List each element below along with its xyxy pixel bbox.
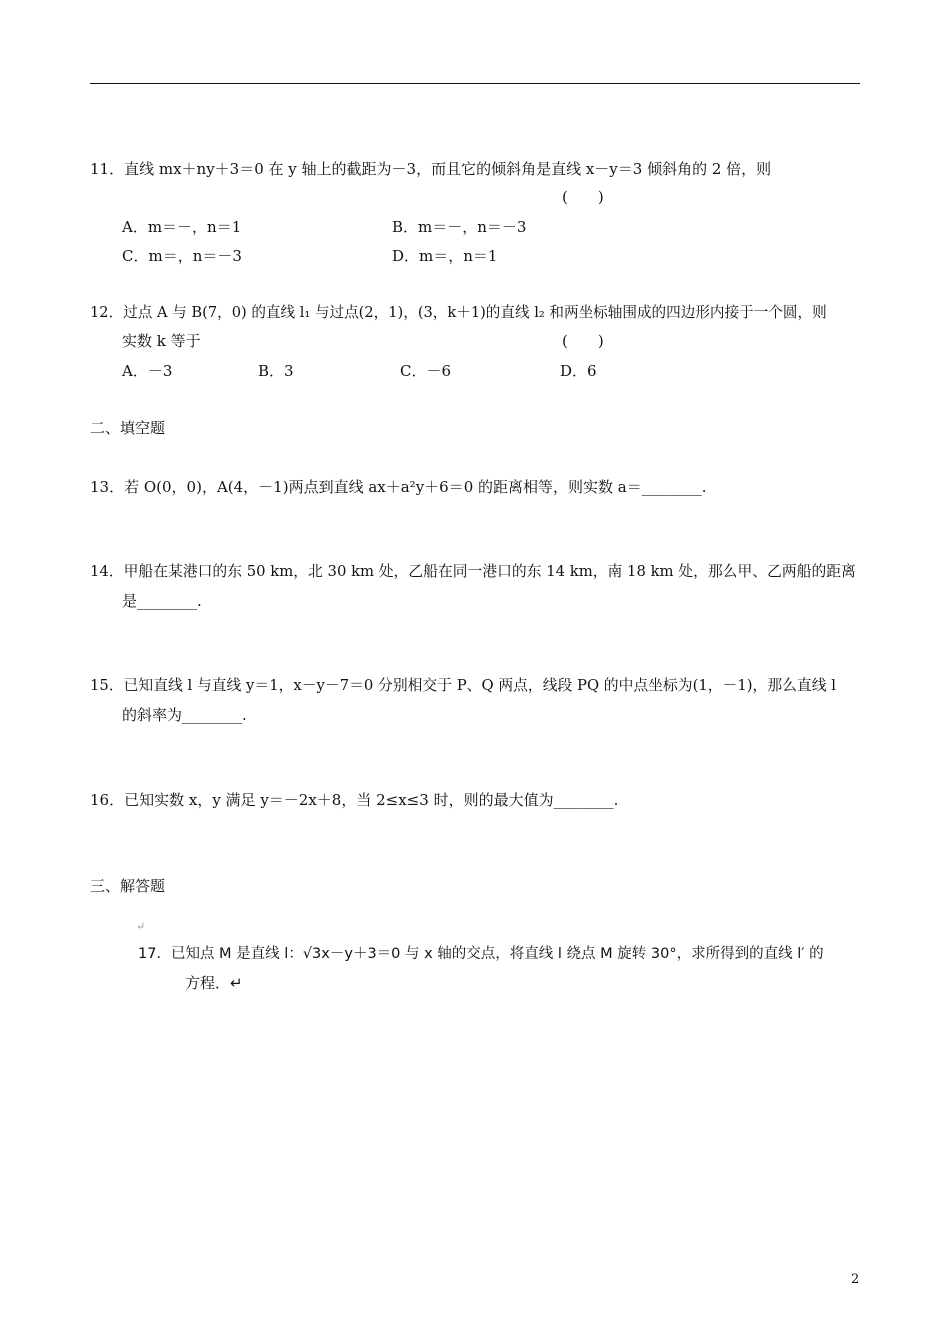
q16: 16．已知实数 x，y 满足 y＝－2x＋8，当 2≤x≤3 时，则的最大值为________. bbox=[90, 791, 619, 809]
q14-line1: 14．甲船在某港口的东 50 km，北 30 km 处，乙船在同一港口的东 14 km，南 18 km 处，那么甲、乙两船的距离 bbox=[90, 563, 856, 580]
q15-line1: 15．已知直线 l 与直线 y＝1，x－y－7＝0 分别相交于 P、Q 两点，线段 PQ 的中点坐标为(1，－1)，那么直线 l bbox=[90, 677, 836, 694]
q11-answer-paren: ( ) bbox=[562, 188, 604, 206]
q17-line1: 17．已知点 M 是直线 l：√3x－y＋3＝0 与 x 轴的交点，将直线 l 绕点 M 旋转 30°，求所得到的直线 l′ 的 bbox=[138, 946, 824, 962]
q11-stem: 11．直线 mx＋ny＋3＝0 在 y 轴上的截距为－3，而且它的倾斜角是直线 x－y＝3 倾斜角的 2 倍，则 bbox=[90, 160, 772, 178]
section-fill-in-heading: 二、填空题 bbox=[90, 419, 166, 437]
q12-answer-paren: ( ) bbox=[562, 332, 604, 350]
paragraph-mark: ↵ bbox=[136, 920, 146, 933]
q12-option-b: B．3 bbox=[258, 362, 294, 380]
q11-option-d: D．m＝，n＝1 bbox=[392, 247, 498, 265]
q11-option-c: C．m＝，n＝－3 bbox=[122, 247, 242, 265]
q17-line2: 方程．↵ bbox=[185, 974, 243, 992]
q12-option-c: C．－6 bbox=[400, 362, 452, 380]
q11-option-b: B．m＝－，n＝－3 bbox=[392, 218, 527, 236]
q14-line2: 是________. bbox=[122, 592, 202, 610]
q12-option-d: D．6 bbox=[560, 362, 597, 380]
q12-stem-2: 实数 k 等于 bbox=[122, 332, 201, 350]
q13: 13．若 O(0，0)，A(4，－1)两点到直线 ax＋a²y＋6＝0 的距离相等，则实数 a＝________. bbox=[90, 478, 707, 496]
section-solve-heading: 三、解答题 bbox=[90, 877, 166, 895]
header-rule bbox=[90, 83, 860, 84]
page-number: 2 bbox=[851, 1272, 860, 1287]
q11-option-a: A．m＝－，n＝1 bbox=[122, 218, 242, 236]
q12-stem: 12．过点 A 与 B(7，0) 的直线 l₁ 与过点(2，1)，(3，k＋1)的直线 l₂ 和两坐标轴围成的四边形内接于一个圆，则 bbox=[90, 304, 827, 321]
q15-line2: 的斜率为________. bbox=[122, 706, 247, 724]
q12-option-a: A．－3 bbox=[122, 362, 173, 380]
